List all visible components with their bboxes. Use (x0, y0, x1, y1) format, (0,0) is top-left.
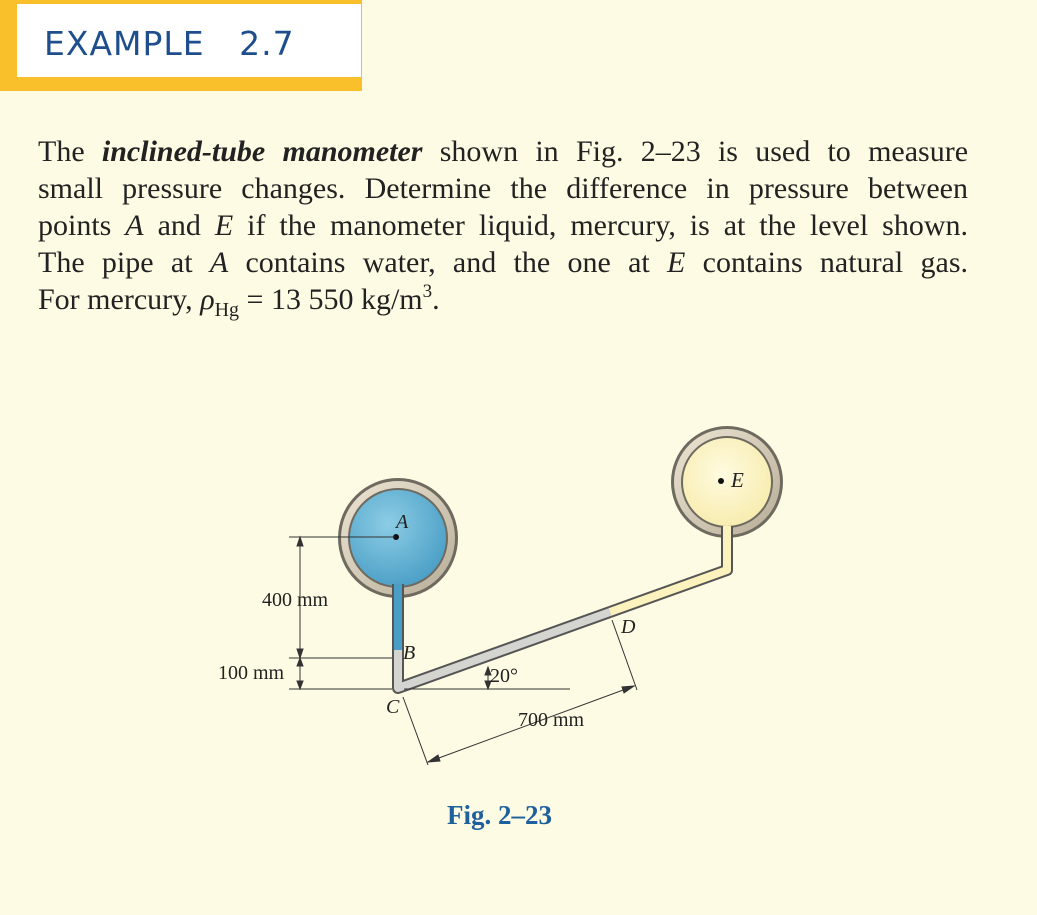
rho-subscript: Hg (214, 299, 240, 321)
dimension-lines (289, 537, 637, 765)
problem-line-4: The pipe at A contains water, and the one at E contains natural gas. (38, 246, 968, 279)
label-D: D (621, 616, 636, 638)
label-A: A (396, 511, 409, 533)
label-E: E (731, 468, 744, 492)
problem-line-5: For mercury, $\rho_{Hg} = 13$ 550 $kg/m^3$. (38, 281, 440, 321)
dimension-100mm: 100 mm (218, 662, 285, 684)
example-title: EXAMPLE 2.7 (44, 24, 295, 63)
label-B: B (403, 642, 416, 664)
dimension-400mm: 400 mm (262, 589, 329, 611)
angle-label: 20° (490, 665, 518, 687)
cubed-superscript: 3 (422, 281, 433, 302)
problem-line-1: The inclined-tube manometer shown in Fig. 2–23 is used to measure (38, 135, 969, 168)
key-term: inclined-tube manometer (101, 135, 423, 168)
point-E-dot (718, 478, 724, 484)
pipe-E (671, 426, 783, 538)
problem-line-2: small pressure changes. Determine the difference in pressure between (38, 172, 968, 205)
dimension-700mm: 700 mm (518, 709, 585, 731)
label-C: C (386, 696, 400, 718)
rho-symbol: ρ (200, 283, 215, 316)
problem-line-3: points A and E if the manometer liquid, mercury, is at the level shown. (38, 209, 968, 242)
figure-caption: Fig. 2–23 (447, 800, 552, 830)
